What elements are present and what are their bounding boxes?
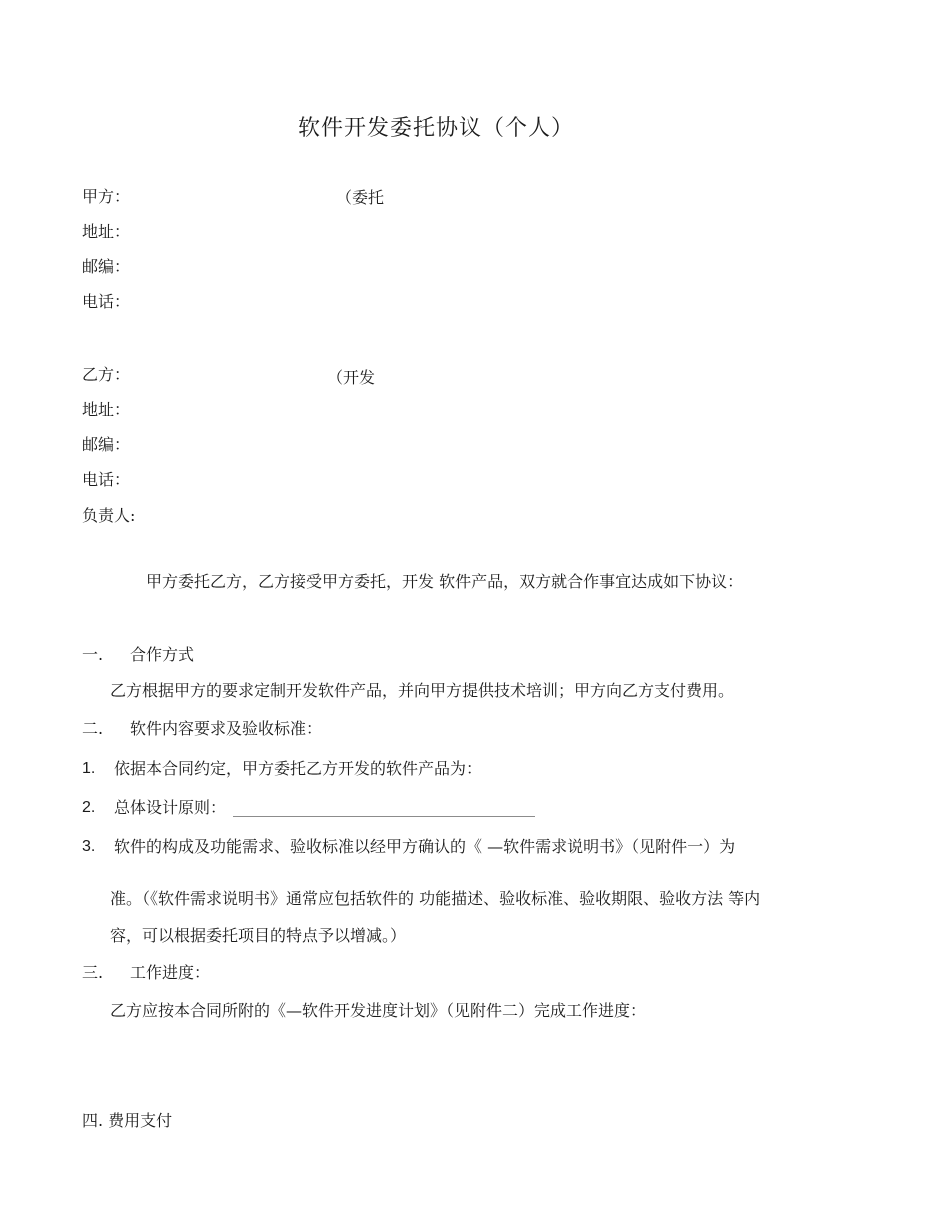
party-b-address-label: 地址： — [82, 400, 131, 419]
item-1-number: 1. — [82, 760, 96, 777]
design-principle-blank-line — [233, 816, 535, 817]
section-2-number: 二. — [82, 719, 104, 738]
item-3-continuation-2: 容，可以根据委托项目的特点予以增减。） — [110, 926, 407, 945]
section-3-number: 三. — [82, 963, 104, 982]
section-2-heading: 软件内容要求及验收标准： — [130, 719, 323, 738]
section-3-heading: 工作进度： — [130, 963, 211, 982]
party-b-postcode-label: 邮编： — [82, 435, 131, 454]
party-a-label: 甲方： — [82, 187, 131, 206]
party-a-role: （委托 — [336, 188, 385, 207]
item-2-text: 总体设计原则： — [114, 798, 227, 817]
party-b-phone-label: 电话： — [82, 470, 131, 489]
party-a-postcode-label: 邮编： — [82, 257, 131, 276]
item-1-text: 依据本合同约定，甲方委托乙方开发的软件产品为： — [114, 759, 483, 778]
party-b-label: 乙方： — [82, 365, 131, 384]
intro-paragraph: 甲方委托乙方，乙方接受甲方委托，开发 软件产品，双方就合作事宜达成如下协议： — [146, 572, 744, 591]
section-1-heading: 合作方式 — [130, 645, 195, 664]
item-2-number: 2. — [82, 799, 96, 816]
document-title: 软件开发委托协议（个人） — [298, 116, 575, 141]
party-b-role: （开发 — [327, 368, 376, 387]
item-3-text: 软件的构成及功能需求、验收标准以经甲方确认的《 —软件需求说明书》（见附件一）为 — [114, 837, 736, 856]
item-3-continuation-1: 准。（《软件需求说明书》通常应包括软件的 功能描述、验收标准、验收期限、验收方法 等内 — [110, 889, 761, 908]
section-4-heading: 四. 费用支付 — [82, 1111, 173, 1130]
party-a-phone-label: 电话： — [82, 292, 131, 311]
party-a-address-label: 地址： — [82, 222, 131, 241]
section-1-number: 一. — [82, 645, 104, 664]
item-3-number: 3. — [82, 838, 96, 855]
section-3-body: 乙方应按本合同所附的《—软件开发进度计划》（见附件二）完成工作进度： — [110, 1001, 647, 1020]
section-1-body: 乙方根据甲方的要求定制开发软件产品，并向甲方提供技术培训；甲方向乙方支付费用。 — [110, 681, 735, 700]
party-b-principal-label: 负责人: — [82, 506, 136, 525]
